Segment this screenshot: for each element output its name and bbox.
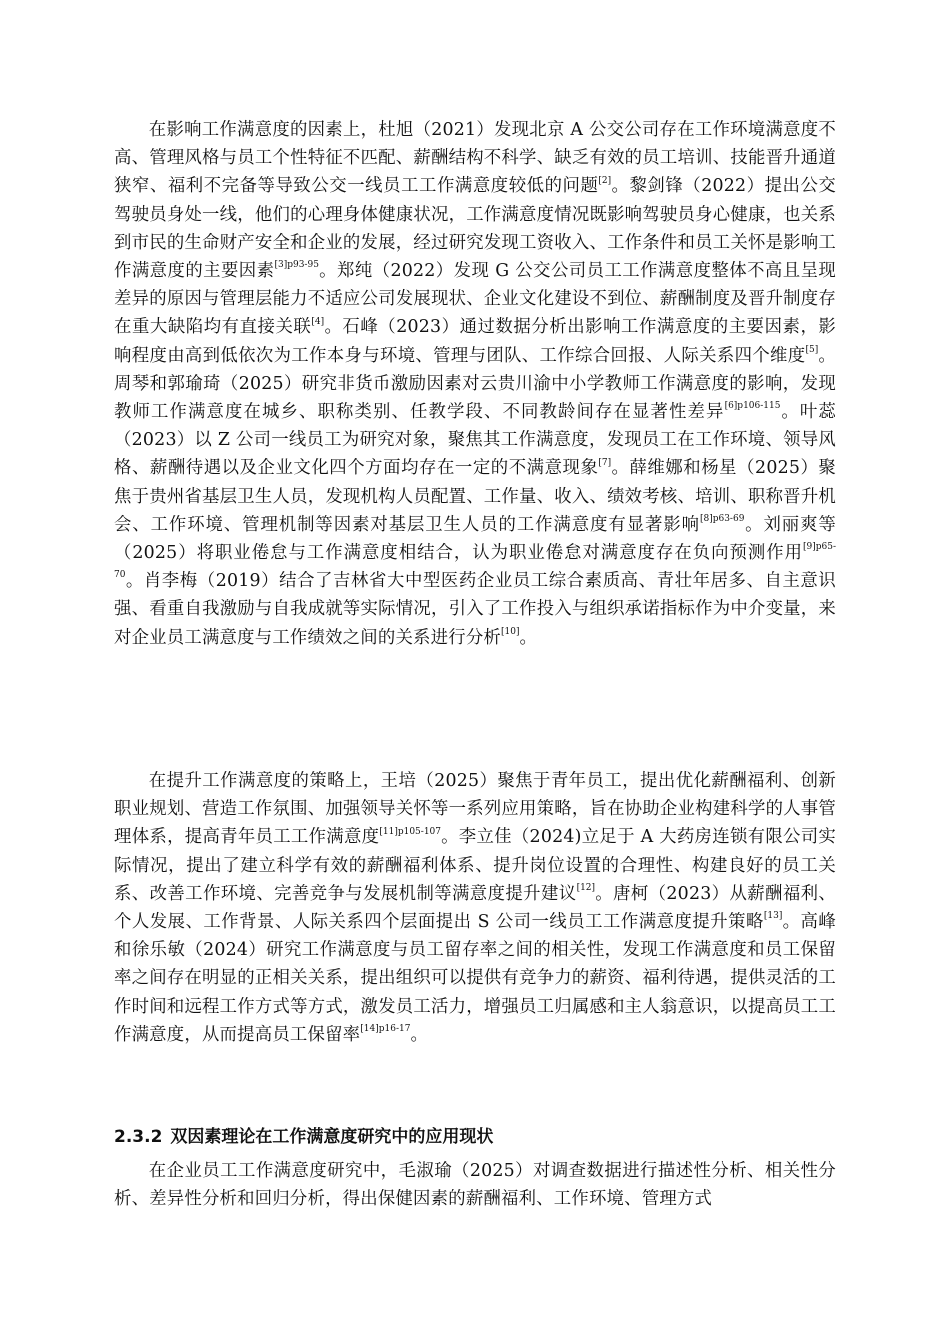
text-run: 。肖李梅（2019）结合了吉林省大中型医药企业员工综合素质高、青壮年居多、自主意识强、看重自我激励与自我成就等实际情况，引入了工作投入与组织承诺指标作为中介变量，来对企业员工满意度与工作绩效之间的关系进行分析 — [114, 571, 836, 648]
text-run: 在提升工作满意度的策略上，王培（2025）聚焦于青年员工，提出优化薪酬福利、创新职业规划、营造工作氛围、加强领导关怀等一系列应用策略，旨在协助企业构建科学的人事管理体系，提高青年员工工作满意度 — [114, 771, 836, 848]
text-run: 。高峰和徐乐敏（2024）研究工作满意度与员工留存率之间的相关性，发现工作满意度和员工保留率之间存在明显的正相关关系，提出组织可以提供有竞争力的薪资、福利待遇，提供灵活的工作时间和远程工作方式等方式，激发员工活力，增强员工归属感和主人翁意识，以提高员工工作满意度，从而提高员工保留率 — [114, 912, 836, 1045]
section-number: 2.3.2 — [114, 1127, 163, 1147]
text-run: 。黎剑锋（2022）提出公交驾驶员身处一线，他们的心理身体健康状况，工作满意度情况既影响驾驶员身心健康，也关系到市民的生命财产安全和企业的发展，经过研究发现工资收入、工作条件和员工关怀是影响工作满意度的主要因素 — [114, 176, 836, 282]
citation-ref: [7] — [598, 457, 612, 468]
text-run: 。 — [410, 1024, 429, 1045]
citation-ref: [4] — [311, 316, 325, 327]
text-run: 在影响工作满意度的因素上，杜旭（2021）发现北京 A 公交公司存在工作环境满意度不高、管理风格与员工个性特征不匹配、薪酬结构不科学、缺乏有效的员工培训、技能晋升通道狭窄、福利不完备等导致公交一线员工工作满意度较低的问题 — [114, 120, 836, 197]
text-run: 。郑纯（2022）发现 G 公交公司员工工作满意度整体不高且呈现差异的原因与管理层能力不适应公司发展现状、企业文化建设不到位、薪酬制度及晋升制度存在重大缺陷均有直接关联 — [114, 261, 836, 338]
paragraph-two-factor-theory — [114, 1157, 836, 1213]
citation-ref: [9]p65-70 — [114, 542, 836, 581]
citation-ref: [3]p93-95 — [274, 260, 319, 271]
section-heading — [114, 1125, 493, 1149]
text-run: 。刘丽爽等（2025）将职业倦怠与工作满意度相结合，认为职业倦怠对满意度存在负向预测作用 — [114, 514, 836, 564]
text-run: 。 — [519, 627, 538, 648]
citation-ref: [8]p63-69 — [699, 514, 745, 525]
text-run: 。石峰（2023）通过数据分析出影响工作满意度的主要因素，影响程度由高到低依次为工作本身与环境、管理与团队、工作综合回报、人际关系四个维度 — [114, 317, 836, 366]
citation-ref: [6]p106-115 — [724, 401, 781, 412]
citation-ref: [10] — [501, 626, 520, 637]
text-run: 。叶蕊（2023）以 Z 公司一线员工为研究对象，聚焦其工作满意度，发现员工在工作环境、领导风格、薪酬待遇以及企业文化四个方面均存在一定的不满意现象 — [114, 402, 836, 479]
citation-ref: [5] — [805, 344, 819, 355]
paragraph-improvement-strategies — [114, 767, 836, 1049]
citation-ref: [2] — [598, 175, 612, 186]
citation-ref: [12] — [576, 883, 596, 894]
text-run: 。周琴和郭瑜琦（2025）研究非货币激励因素对云贵川渝中小学教师工作满意度的影响，发现教师工作满意度在城乡、职称类别、任教学段、不同教龄间存在显著性差异 — [114, 345, 836, 423]
citation-ref: [13] — [763, 911, 783, 922]
text-run: 。李立佳（2024)立足于 A 大药房连锁有限公司实际情况，提出了建立科学有效的薪酬福利体系、提升岗位设置的合理性、构建良好的员工关系、改善工作环境、完善竞争与发展机制等满意度提升建议 — [114, 827, 836, 904]
text-run: 。唐柯（2023）从薪酬福利、个人发展、工作背景、人际关系四个层面提出 S 公司一线员工工作满意度提升策略 — [114, 883, 837, 933]
paragraph-influencing-factors — [114, 116, 836, 652]
section-title: 双因素理论在工作满意度研究中的应用现状 — [170, 1127, 494, 1147]
citation-ref: [14]p16-17 — [360, 1024, 411, 1035]
text-run: 在企业员工工作满意度研究中，毛淑瑜（2025）对调查数据进行描述性分析、相关性分析、差异性分析和回归分析，得出保健因素的薪酬福利、工作环境、管理方式 — [114, 1161, 836, 1210]
text-run: 。薛维娜和杨星（2025）聚焦于贵州省基层卫生人员，发现机构人员配置、工作量、收入、绩效考核、培训、职称晋升机会、工作环境、管理机制等因素对基层卫生人员的工作满意度有显著影响 — [114, 458, 836, 535]
citation-ref: [11]p105-107 — [379, 826, 441, 837]
